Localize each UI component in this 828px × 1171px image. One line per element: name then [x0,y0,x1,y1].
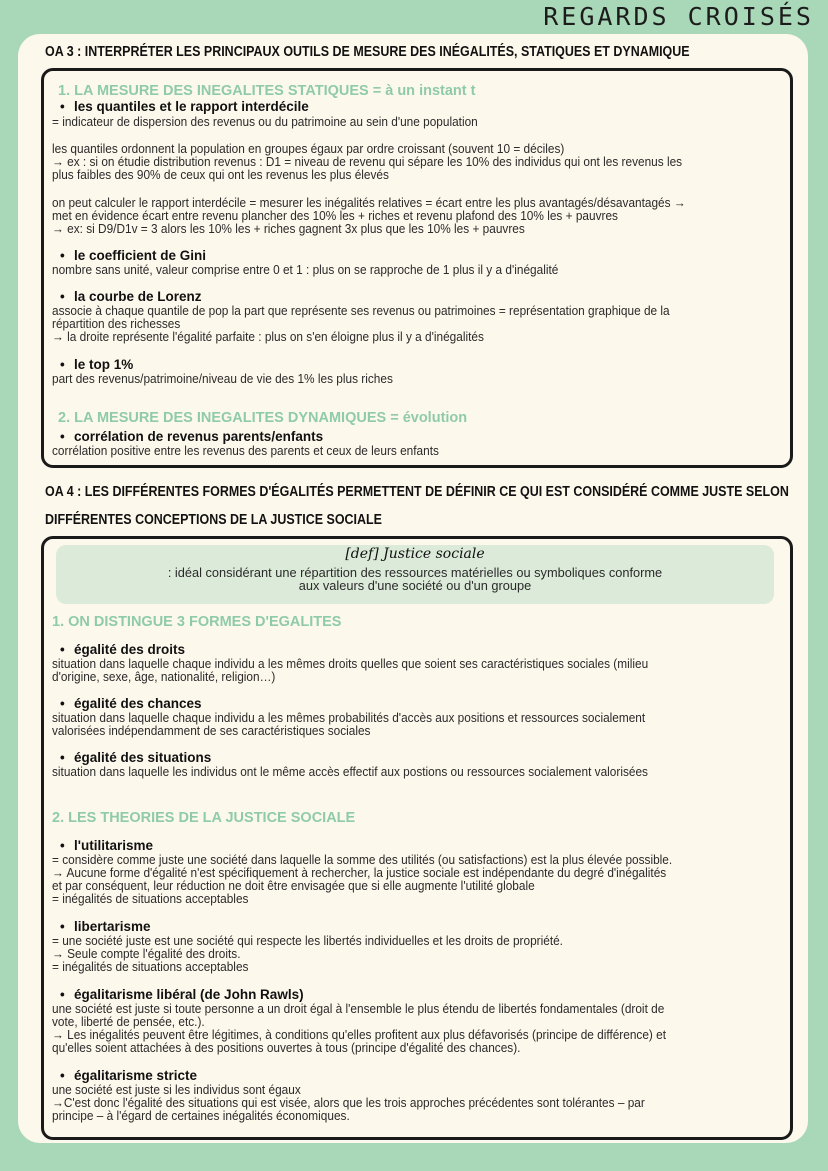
bullet-dot: • [60,248,65,263]
text-line: met en évidence écart entre revenu plancher des 10% les + riches et revenu plafond des 10% les + pauvres [52,209,618,223]
bullet-quantiles [52,99,309,114]
text-line: situation dans laquelle chaque individu a les mêmes droits quelles que soient ses caractéristiques sociales (milieu [52,657,649,671]
text-line: une société est juste si les individus sont égaux [52,1083,301,1097]
oa3-section2-title: 2. LA MESURE DES INEGALITES DYNAMIQUES = évolution [58,410,468,426]
bullet-heading: la courbe de Lorenz [74,289,202,304]
bullet-heading: le top 1% [74,357,134,372]
bullet-lorenz [52,289,202,304]
oa3-section1-title: 1. LA MESURE DES INEGALITES STATIQUES = à un instant t [58,83,476,99]
definition-box [56,545,774,604]
bullet-heading: l'utilitarisme [74,838,153,853]
text-line: corrélation positive entre les revenus des parents et ceux de leurs enfants [52,444,439,458]
text-line: = une société juste est une société qui respecte les libertés individuelles et les droits de propriété. [52,934,563,948]
text-line: situation dans laquelle chaque individu a les mêmes probabilités d'accès aux positions et ressources socialement [52,711,646,725]
bullet-dot: • [60,750,65,765]
bullet-heading: corrélation de revenus parents/enfants [74,429,324,444]
bullet-top1 [52,357,133,372]
oa4-title-line2: DIFFÉRENTES CONCEPTIONS DE LA JUSTICE SOCIALE [45,512,382,528]
bullet-dot: • [60,919,65,934]
text-line: → Aucune forme d'égalité n'est spécifiquement à rechercher, la justice sociale est indépendante du degré d'inégalités [52,866,667,880]
definition-title: [def] Justice sociale [345,546,485,562]
text-line: qu'elles soient attachées à des positions ouvertes à tous (principe d'égalité des chances). [52,1041,521,1055]
text-line: on peut calculer le rapport interdécile = mesurer les inégalités relatives = écart entre les plus avantagés/désavantagés → [52,196,686,210]
definition-line: : idéal considérant une répartition des ressources matérielles ou symboliques conforme [167,565,663,580]
text-line: → la droite représente l'égalité parfaite : plus on s'en éloigne plus il y a d'inégalités [52,330,484,344]
oa4-title-line1: OA 4 : LES DIFFÉRENTES FORMES D'ÉGALITÉS PERMETTENT DE DÉFINIR CE QUI EST CONSIDÉRÉ COMME JUSTE SELON [45,484,789,500]
bullet-dot: • [60,987,65,1002]
bullet-dot: • [60,429,65,444]
bullet-dot: • [60,289,65,304]
bullet-dot: • [60,357,65,372]
bullet-dot: • [60,99,65,114]
text-line: = inégalités de situations acceptables [52,960,249,974]
bullet-correlation [52,429,323,444]
text-line: d'origine, sexe, âge, nationalité, religion…) [52,670,276,684]
bullet-strict [52,1068,197,1083]
bullet-droits [52,642,185,657]
text-line: principe – à l'égard de certaines inégalités économiques. [52,1109,350,1123]
text-line: → Seule compte l'égalité des droits. [52,947,241,961]
text-line: → ex: si D9/D1v = 3 alors les 10% les + riches gagnent 3x plus que les 10% les + pauvres [52,222,525,236]
bullet-gini [52,248,206,263]
oa3-title: OA 3 : INTERPRÉTER LES PRINCIPAUX OUTILS DE MESURE DES INÉGALITÉS, STATIQUES ET DYNAMIQUE [45,44,690,60]
bullet-heading: libertarisme [74,919,151,934]
bullet-utilitarisme [52,838,153,853]
text-line: part des revenus/patrimoine/niveau de vie des 1% les plus riches [52,372,393,386]
bullet-rawls [52,987,304,1002]
bullet-dot: • [60,696,65,711]
bullet-dot: • [60,642,65,657]
bullet-libertarisme [52,919,151,934]
bullet-dot: • [60,1068,65,1083]
text-line: répartition des richesses [52,317,181,331]
bullet-heading: le coefficient de Gini [74,248,207,263]
oa4-section2-title: 2. LES THEORIES DE LA JUSTICE SOCIALE [52,810,356,826]
text-line: vote, liberté de pensée, etc.). [52,1015,205,1029]
text-line: et par conséquent, leur réduction ne doit être envisagée que si elle augmente l'utilité globale [52,879,535,893]
bullet-dot: • [60,838,65,853]
bullet-heading: égalité des situations [74,750,212,765]
text-line: une société est juste si toute personne a un droit égal à l'ensemble le plus étendu de libertés fondamentales (droit de [52,1002,665,1016]
bullet-chances [52,696,202,711]
text-line: situation dans laquelle les individus ont le même accès effectif aux postions ou ressources socialement valorisées [52,765,648,779]
text-line: valorisées indépendamment de ses caractéristiques sociales [52,724,371,738]
text-line: = indicateur de dispersion des revenus ou du patrimoine au sein d'une population [52,115,478,129]
text-line: = inégalités de situations acceptables [52,892,249,906]
text-line: = considère comme juste une société dans laquelle la somme des utilités (ou satisfactions) est la plus élevée possible. [52,853,673,867]
bullet-heading: égalité des droits [74,642,186,657]
bullet-situations [52,750,211,765]
bullet-heading: égalitarisme libéral (de John Rawls) [74,987,304,1002]
text-line: plus faibles des 90% de ceux qui ont les revenus les plus élevés [52,168,389,182]
definition-line: aux valeurs d'une société ou d'un groupe [298,578,532,593]
text-line: →C'est donc l'égalité des situations qui est visée, alors que les trois approches précédentes sont tolérantes – par [52,1096,645,1110]
text-line: → Les inégalités peuvent être légitimes, à conditions qu'elles profitent aux plus défavorisés (principe de différence) et [52,1028,667,1042]
bullet-heading: égalitarisme stricte [74,1068,198,1083]
text-line: les quantiles ordonnent la population en groupes égaux par ordre croissant (souvent 10 = déciles) [52,142,565,156]
oa4-section1-title: 1. ON DISTINGUE 3 FORMES D'EGALITES [52,614,342,630]
bullet-heading: égalité des chances [74,696,202,711]
text-line: associe à chaque quantile de pop la part que représente ses revenus ou patrimoines = représentation graphique de la [52,304,670,318]
text-line: nombre sans unité, valeur comprise entre 0 et 1 : plus on se rapproche de 1 plus il y a d'inégalité [52,263,559,277]
text-line: → ex : si on étudie distribution revenus : D1 = niveau de revenu qui sépare les 10% des individus qui ont les revenus les [52,155,683,169]
bullet-heading: les quantiles et le rapport interdécile [74,99,309,114]
page-title: REGARDS CROISÉS [543,2,814,31]
